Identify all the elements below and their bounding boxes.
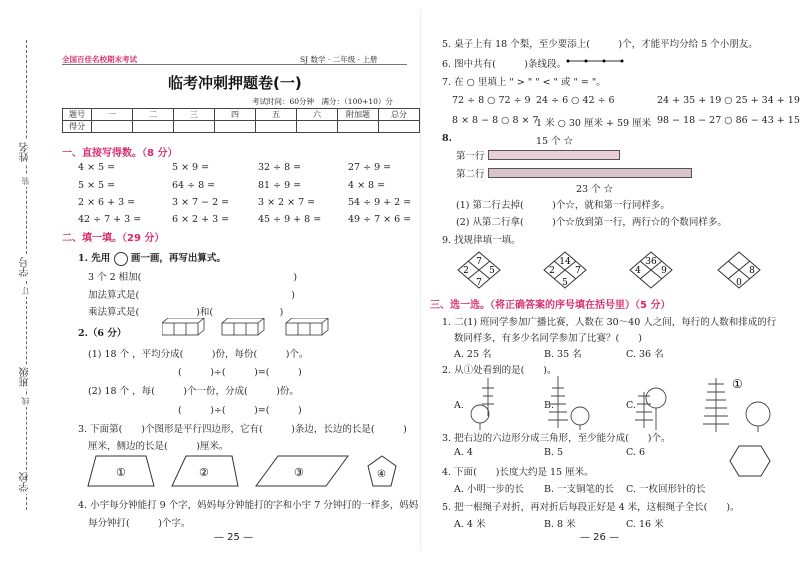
compare-item[interactable]: 72 ÷ 8 ○ 72 ÷ 9 xyxy=(452,95,531,106)
score-cell[interactable] xyxy=(297,121,338,133)
calc-item[interactable]: 3 × 2 × 7 = xyxy=(258,197,316,208)
choice-4-option-b[interactable]: B. 一支铜笔的长 xyxy=(544,484,615,495)
seal-mark: 线 xyxy=(21,397,30,405)
calc-item[interactable]: 45 ÷ 9 + 8 = xyxy=(258,214,322,225)
choice-1-option-c[interactable]: C. 36 名 xyxy=(626,349,664,360)
seal-mark: 订 xyxy=(21,287,30,295)
choice-5-option-c[interactable]: C. 16 米 xyxy=(626,519,664,530)
score-header: 总分 xyxy=(379,109,420,121)
pattern-number: 8 xyxy=(749,266,755,276)
calc-item[interactable]: 6 × 2 + 3 = xyxy=(172,214,230,225)
calc-item[interactable]: 3 × 7 − 2 = xyxy=(172,197,230,208)
choice-2-option-c[interactable]: C. xyxy=(626,400,636,411)
calc-item[interactable]: 42 ÷ 7 + 3 = xyxy=(78,214,142,225)
choice-3: 3. 把右边的六边形分成三角形，至少能分成( )个。 xyxy=(442,433,671,444)
question-2-3b: 厘米，侧边的长是( )厘米。 xyxy=(88,441,229,452)
pattern-number: 0 xyxy=(736,278,742,288)
answer-line[interactable]: ( )÷( )=( ) xyxy=(178,367,302,378)
calc-item[interactable]: 54 ÷ 9 + 2 = xyxy=(348,197,412,208)
score-header: 三 xyxy=(174,109,215,121)
seal-mark: 装 xyxy=(21,177,30,185)
pattern-number: 7 xyxy=(476,278,482,288)
question-6: 6. 图中共有( )条线段。 xyxy=(442,59,566,70)
compare-item[interactable]: 8 × 8 − 8 ○ 8 × 7 xyxy=(452,115,539,126)
shape-label: ① xyxy=(116,466,126,479)
question-2-4b: 每分钟打( )个字。 xyxy=(88,518,191,529)
pattern-number: 9 xyxy=(661,266,667,276)
compare-item[interactable]: 24 + 35 + 19 ○ 25 + 34 + 19 xyxy=(657,95,800,106)
question-2-3: 3. 下面第( )个图形是平行四边形，它有( )条边，长边的长是( ) xyxy=(78,424,407,435)
question-2-4: 4. 小宇每分钟能打 9 个字，妈妈每分钟能打的字和小宇 7 分钟打的一样多，妈妈 xyxy=(78,500,419,511)
view-point-mark: ① xyxy=(732,377,743,391)
pattern-diamond xyxy=(628,250,674,290)
score-cell[interactable] xyxy=(92,121,133,133)
pattern-number: 36 xyxy=(645,257,657,267)
score-table xyxy=(62,108,420,133)
compare-item[interactable]: 98 − 18 − 27 ○ 86 − 43 + 15 xyxy=(657,115,800,126)
pattern-number: 5 xyxy=(489,266,495,276)
q8-top-label: 15 个 ☆ xyxy=(536,136,574,147)
compare-item[interactable]: 24 ÷ 6 ○ 42 ÷ 6 xyxy=(536,95,615,106)
class-label: 班级 xyxy=(20,367,31,387)
exam-info: 考试时间：60分钟 满分：（100+10）分 xyxy=(252,97,393,106)
section-1-title: 一、直接写得数。（8 分） xyxy=(62,148,178,159)
choice-2-option-a[interactable]: A. xyxy=(454,400,464,411)
pattern-number: 14 xyxy=(559,257,571,267)
segment-figure xyxy=(566,54,626,68)
shape-label: ④ xyxy=(377,469,386,480)
score-header: 题号 xyxy=(63,109,92,121)
compare-item[interactable]: 1 米 ○ 30 厘米 + 59 厘米 xyxy=(536,118,652,129)
score-cell[interactable] xyxy=(256,121,297,133)
choice-2-option-b[interactable]: B. xyxy=(544,400,555,411)
pattern-diamond xyxy=(456,250,502,290)
answer-line[interactable]: 3 个 2 相加( ) xyxy=(88,272,298,283)
cube-groups-image xyxy=(162,318,372,338)
question-7: 7. 在 ○ 里填上 " > " " < " 或 " = "。 xyxy=(442,77,606,88)
pattern-number: 4 xyxy=(635,266,641,276)
score-cell[interactable] xyxy=(215,121,256,133)
calc-item[interactable]: 5 × 9 = xyxy=(172,162,210,173)
course-label: SJ 数学 · 二年级 · 上册 xyxy=(300,55,378,64)
score-header: 四 xyxy=(215,109,256,121)
page-title: 临考冲刺押题卷(一) xyxy=(168,74,302,92)
page-number-right: — 26 — xyxy=(580,532,620,543)
score-cell[interactable] xyxy=(133,121,174,133)
calc-item[interactable]: 2 × 6 + 3 = xyxy=(78,197,136,208)
score-cell[interactable] xyxy=(174,121,215,133)
pattern-diamond xyxy=(716,250,762,290)
question-2-2: 2.（6 分） xyxy=(78,328,127,339)
page-divider xyxy=(420,10,421,550)
answer-line[interactable]: 乘法算式是( )和( ) xyxy=(88,307,284,318)
page-number-left: — 25 — xyxy=(214,532,254,543)
q8-row1-label: 第一行 xyxy=(456,151,485,162)
choice-3-option-c[interactable]: C. 6 xyxy=(626,447,646,458)
answer-line[interactable]: 加法算式是( ) xyxy=(88,290,295,301)
score-cell[interactable] xyxy=(379,121,420,133)
score-header: 五 xyxy=(256,109,297,121)
choice-1b: 数同样多，有多少名同学参加了比赛？( ) xyxy=(454,333,642,344)
pattern-number: 7 xyxy=(575,266,581,276)
score-header: 一 xyxy=(92,109,133,121)
choice-4: 4. 下面( )长度大约是 15 厘米。 xyxy=(442,467,594,478)
pagoda-tree-images xyxy=(462,372,782,434)
score-row-label: 得分 xyxy=(63,121,92,133)
hexagon-shape xyxy=(728,444,772,478)
q8-row1-bar xyxy=(488,150,620,160)
question-8: 8. xyxy=(442,133,452,144)
choice-5-option-a[interactable]: A. 4 米 xyxy=(454,519,486,530)
choice-4-option-c[interactable]: C. 一枚回形针的长 xyxy=(626,484,706,495)
shape-label: ② xyxy=(199,466,209,479)
score-cell[interactable] xyxy=(338,121,379,133)
circle-icon xyxy=(114,252,128,266)
section-2-title: 二、填一填。（29 分） xyxy=(62,233,165,244)
answer-line[interactable]: (1) 18 个 ，平均分成( )份，每份( )个。 xyxy=(88,349,309,360)
q8-row2-bar xyxy=(488,168,692,178)
calc-item[interactable]: 4 × 8 = xyxy=(348,180,386,191)
question-9: 9. 找规律填一填。 xyxy=(442,235,521,246)
q8-sub-2: (2) 从第二行拿( )个☆放到第一行，两行☆的个数同样多。 xyxy=(456,217,727,228)
q-text: 画一画，再写出算式。 xyxy=(130,253,226,264)
choice-3-option-a[interactable]: A. 4 xyxy=(454,447,473,458)
question-5: 5. 桌子上有 18 个梨，至少要添上( )个，才能平均分给 5 个小朋友。 xyxy=(442,39,758,50)
name-label: 姓名 xyxy=(20,142,31,162)
q8-bottom-label: 23 个 ☆ xyxy=(576,184,614,195)
calc-item[interactable]: 49 ÷ 7 × 6 = xyxy=(348,214,412,225)
pattern-diamond xyxy=(542,250,588,290)
choice-1-option-a[interactable]: A. 25 名 xyxy=(454,349,492,360)
pattern-number: 5 xyxy=(562,278,568,288)
shapes-image xyxy=(86,452,406,492)
school-label: 学校 xyxy=(20,472,31,492)
score-header: 六 xyxy=(297,109,338,121)
q-text: 1. 先用 xyxy=(78,253,111,264)
choice-1: 1. 二(1) 班同学参加广播比赛，人数在 30～40 人之间，每行的人数和排成的行 xyxy=(442,317,777,328)
student-id-label: 学号 xyxy=(20,257,31,277)
answer-line[interactable]: (2) 18 个 ，每( )个一份，分成( )份。 xyxy=(88,386,299,397)
q8-row2-label: 第二行 xyxy=(456,169,485,180)
choice-5-option-b[interactable]: B. 8 米 xyxy=(544,519,576,530)
calc-item[interactable]: 5 × 5 = xyxy=(78,180,116,191)
score-header: 二 xyxy=(133,109,174,121)
calc-item[interactable]: 64 ÷ 8 = xyxy=(172,180,216,191)
answer-line[interactable]: ( )÷( )=( ) xyxy=(178,405,302,416)
pattern-number: 2 xyxy=(463,266,469,276)
score-header: 附加题 xyxy=(338,109,379,121)
calc-item[interactable]: 27 ÷ 9 = xyxy=(348,162,392,173)
section-3-title: 三、选一选。（将正确答案的序号填在括号里）（5 分） xyxy=(430,300,671,311)
q8-sub-1: (1) 第二行去掉( )个☆，就和第一行同样多。 xyxy=(456,200,670,211)
choice-1-option-b[interactable]: B. 35 名 xyxy=(544,349,582,360)
choice-2: 2. 从①处看到的是( )。 xyxy=(442,365,557,376)
cube-group xyxy=(162,318,204,335)
calc-item[interactable]: 4 × 5 = xyxy=(78,162,116,173)
pattern-number: 7 xyxy=(476,257,482,267)
question-2-1 xyxy=(78,250,226,266)
header-rule xyxy=(62,64,407,65)
choice-3-option-b[interactable]: B. 5 xyxy=(544,447,564,458)
banner: 全国百佳名校期末考试 xyxy=(62,55,137,64)
shape-label: ③ xyxy=(294,466,304,479)
choice-4-option-a[interactable]: A. 小明一步的长 xyxy=(454,484,524,495)
calc-item[interactable]: 81 ÷ 9 = xyxy=(258,180,302,191)
calc-item[interactable]: 32 ÷ 8 = xyxy=(258,162,302,173)
binding-strip xyxy=(0,0,52,562)
choice-5: 5. 把一根绳子对折，再对折后每段正好是 4 米，这根绳子全长( )。 xyxy=(442,502,740,513)
pattern-number: 2 xyxy=(549,266,555,276)
